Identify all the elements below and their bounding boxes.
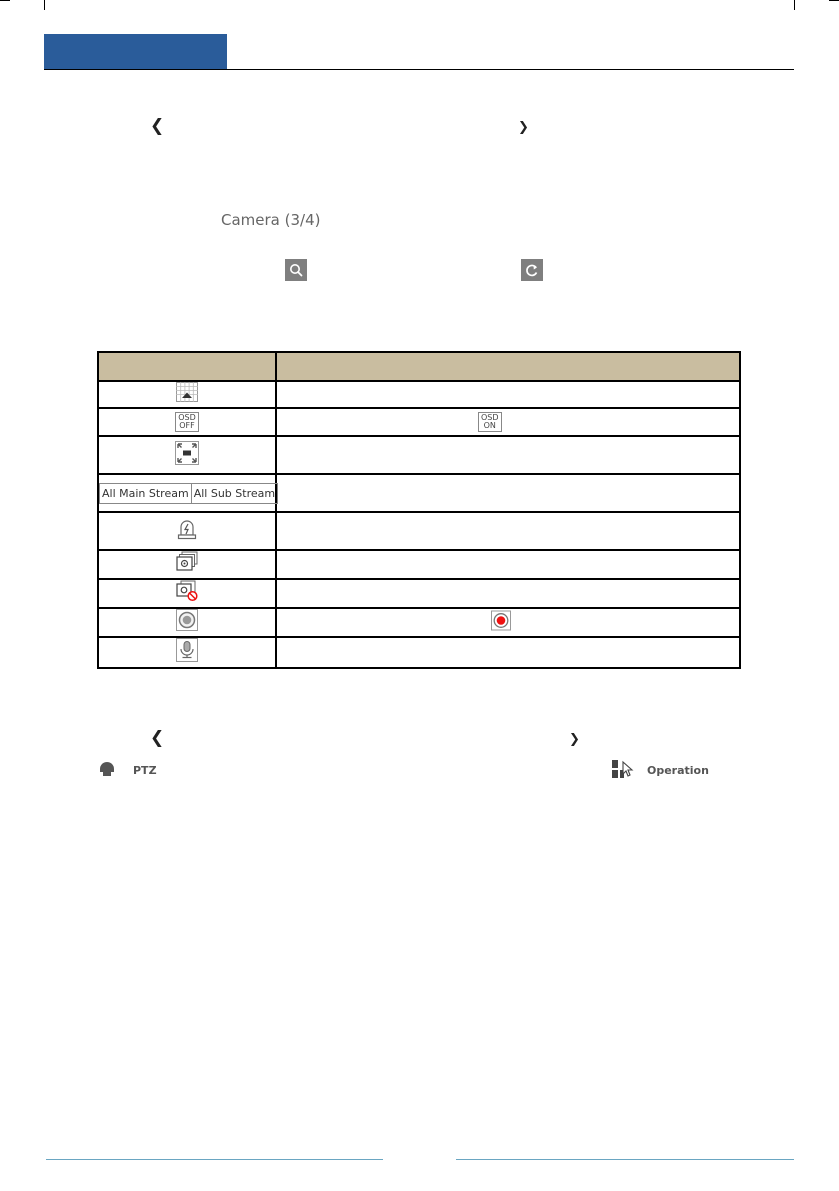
- crop-mark: [0, 0, 10, 1]
- footer-rule: [456, 1159, 794, 1160]
- operation-label[interactable]: Operation: [647, 764, 709, 777]
- all-sub-stream-button[interactable]: All Sub Stream: [191, 484, 277, 503]
- icon-cell: [98, 436, 276, 474]
- description-cell: [276, 579, 740, 608]
- footer-rule: [46, 1159, 383, 1160]
- table-row: [98, 381, 740, 408]
- osd-off-line1: OSD: [178, 413, 196, 422]
- description-cell: [276, 436, 740, 474]
- icon-cell: [98, 579, 276, 608]
- operation-icon[interactable]: [612, 760, 634, 785]
- alarm-light-icon[interactable]: [176, 517, 198, 546]
- prev-chevron-icon[interactable]: ❮: [150, 116, 165, 136]
- osd-on-line2: ON: [483, 421, 496, 430]
- table-row: [98, 436, 740, 474]
- ptz-label[interactable]: PTZ: [133, 764, 157, 777]
- description-cell: [276, 608, 740, 637]
- icon-cell: [98, 474, 276, 512]
- table-row: [98, 608, 740, 637]
- refresh-button[interactable]: [521, 259, 543, 281]
- table-row: [98, 474, 740, 512]
- table-row: [98, 579, 740, 608]
- table-row: [98, 512, 740, 550]
- table-header-cell: [276, 352, 740, 381]
- description-cell: [276, 512, 740, 550]
- snapshot-icon[interactable]: [175, 551, 199, 578]
- search-button[interactable]: [285, 259, 307, 281]
- stream-toggle: [99, 483, 278, 504]
- microphone-icon[interactable]: [176, 638, 198, 667]
- description-cell: [276, 637, 740, 668]
- osd-on-icon: [478, 412, 502, 432]
- record-active-icon: [491, 610, 511, 635]
- header-tab: [44, 34, 227, 69]
- prev-chevron-icon[interactable]: ❮: [150, 728, 165, 748]
- table-row: [98, 408, 740, 436]
- next-chevron-icon[interactable]: ❯: [518, 120, 529, 135]
- osd-off-icon[interactable]: [175, 412, 199, 432]
- icon-table: [97, 351, 741, 669]
- table-row: [98, 637, 740, 668]
- grid-layout-up-icon[interactable]: [176, 382, 198, 407]
- crop-mark: [829, 0, 839, 1]
- icon-cell: [98, 608, 276, 637]
- header-rule: [44, 69, 794, 70]
- icon-cell: [98, 550, 276, 579]
- search-icon: [285, 259, 307, 281]
- record-icon[interactable]: [176, 609, 198, 636]
- icon-cell: [98, 381, 276, 408]
- ptz-dome-icon[interactable]: [99, 760, 115, 783]
- osd-off-line2: OFF: [179, 421, 195, 430]
- next-chevron-icon[interactable]: ❯: [569, 732, 580, 747]
- crop-mark: [44, 0, 45, 10]
- osd-on-line1: OSD: [481, 413, 499, 422]
- camera-count-label: Camera (3/4): [221, 211, 321, 229]
- description-cell: [276, 381, 740, 408]
- description-cell: [276, 474, 740, 512]
- icon-cell: [98, 408, 276, 436]
- table-row: [98, 550, 740, 579]
- fullscreen-icon[interactable]: [175, 441, 199, 470]
- snapshot-off-icon[interactable]: [175, 580, 199, 607]
- crop-mark: [794, 0, 795, 10]
- icon-cell: [98, 512, 276, 550]
- refresh-icon: [521, 259, 543, 281]
- icon-cell: [98, 637, 276, 668]
- table-header-row: [98, 352, 740, 381]
- all-main-stream-button[interactable]: All Main Stream: [102, 486, 189, 500]
- description-cell: [276, 550, 740, 579]
- table-header-cell: [98, 352, 276, 381]
- description-cell: [276, 408, 740, 436]
